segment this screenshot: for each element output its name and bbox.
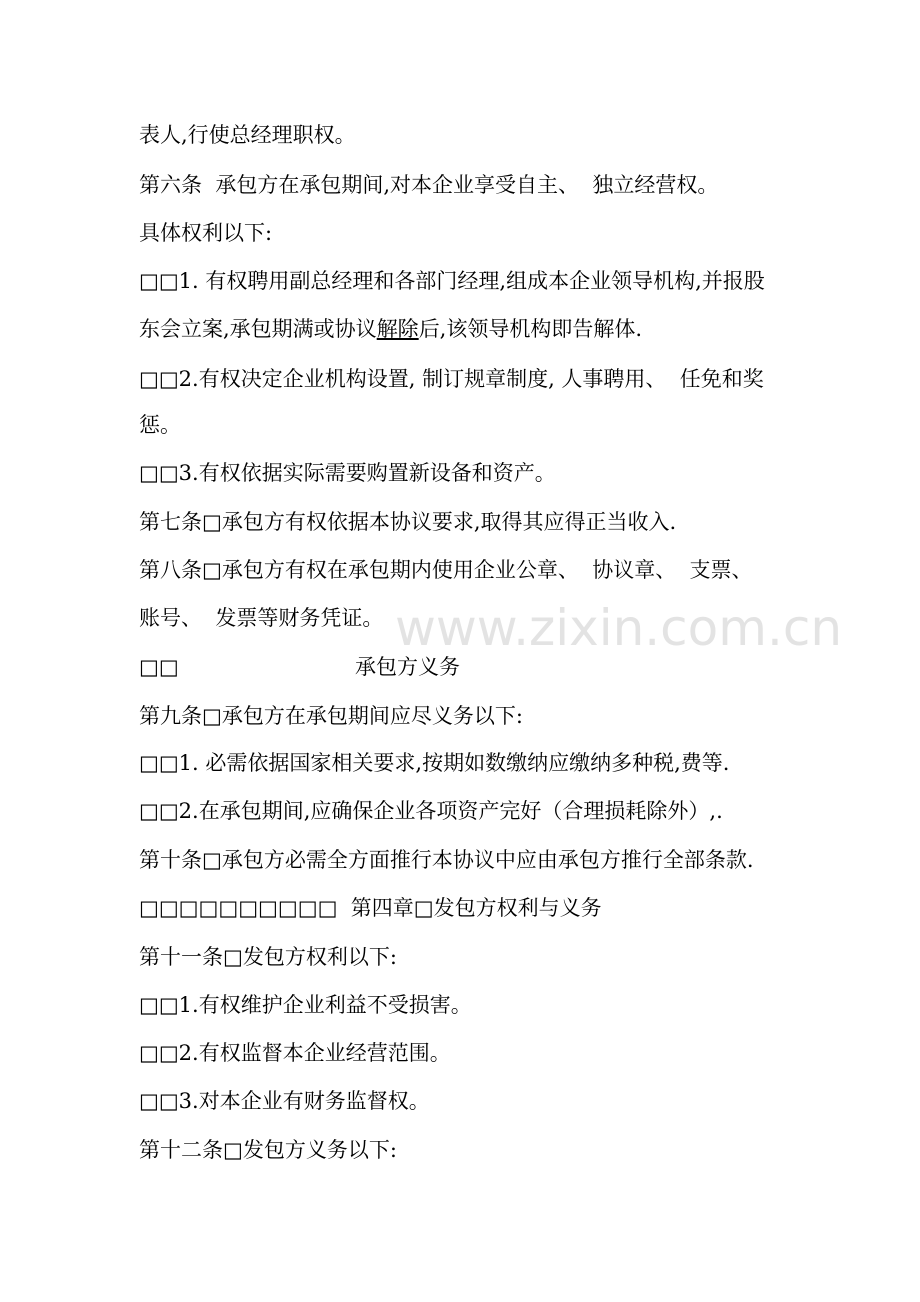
- section-heading: 承包方义务: [355, 655, 460, 679]
- chapter-heading: □□□□□□□□□□ 第四章□发包方权利与义务: [139, 896, 602, 920]
- text-span: 后,该领导机构即告解体.: [418, 317, 643, 341]
- article-9-line: 第九条□承包方在承包期间应尽义务以下:: [139, 704, 523, 728]
- article-8-line: 第八条□承包方有权在承包期内使用企业公章、 协议章、 支票、: [139, 558, 753, 582]
- text-line: 惩。: [139, 413, 181, 437]
- text-line: 表人,行使总经理职权。: [139, 123, 356, 147]
- list-item: □□2.有权监督本企业经营范围。: [139, 1041, 451, 1065]
- text-line: 具体权利以下:: [139, 221, 273, 245]
- underlined-term: 解除: [376, 317, 419, 341]
- list-item: □□2.在承包期间,应确保企业各项资产完好（合理损耗除外）,.: [139, 799, 723, 823]
- placeholder-boxes: □□: [139, 655, 179, 679]
- text-line: [139, 315, 642, 343]
- list-item: □□1.有权维护企业利益不受损害。: [139, 993, 472, 1017]
- list-item: □□1. 必需依据国家相关要求,按期如数缴纳应缴纳多种税,费等.: [139, 751, 730, 775]
- text-span: 东会立案,承包期满或协议: [139, 317, 377, 341]
- text-line: 账号、 发票等财务凭证。: [139, 606, 384, 630]
- list-item: □□1. 有权聘用副总经理和各部门经理,组成本企业领导机构,并报股: [139, 269, 765, 293]
- article-7-line: 第七条□承包方有权依据本协议要求,取得其应得正当收入.: [139, 510, 677, 534]
- article-12-line: 第十二条□发包方义务以下:: [139, 1138, 397, 1162]
- list-item: □□3.有权依据实际需要购置新设备和资产。: [139, 461, 556, 485]
- article-6-line: 第六条 承包方在承包期间,对本企业享受自主、 独立经营权。: [139, 173, 719, 197]
- list-item: □□3.对本企业有财务监督权。: [139, 1089, 430, 1113]
- article-10-line: 第十条□承包方必需全方面推行本协议中应由承包方推行全部条款.: [139, 848, 754, 872]
- article-11-line: 第十一条□发包方权利以下:: [139, 945, 397, 969]
- list-item: □□2.有权决定企业机构设置, 制订规章制度, 人事聘用、 任免和奖: [139, 367, 764, 391]
- watermark-text: www.zixin.com.cn: [395, 599, 843, 657]
